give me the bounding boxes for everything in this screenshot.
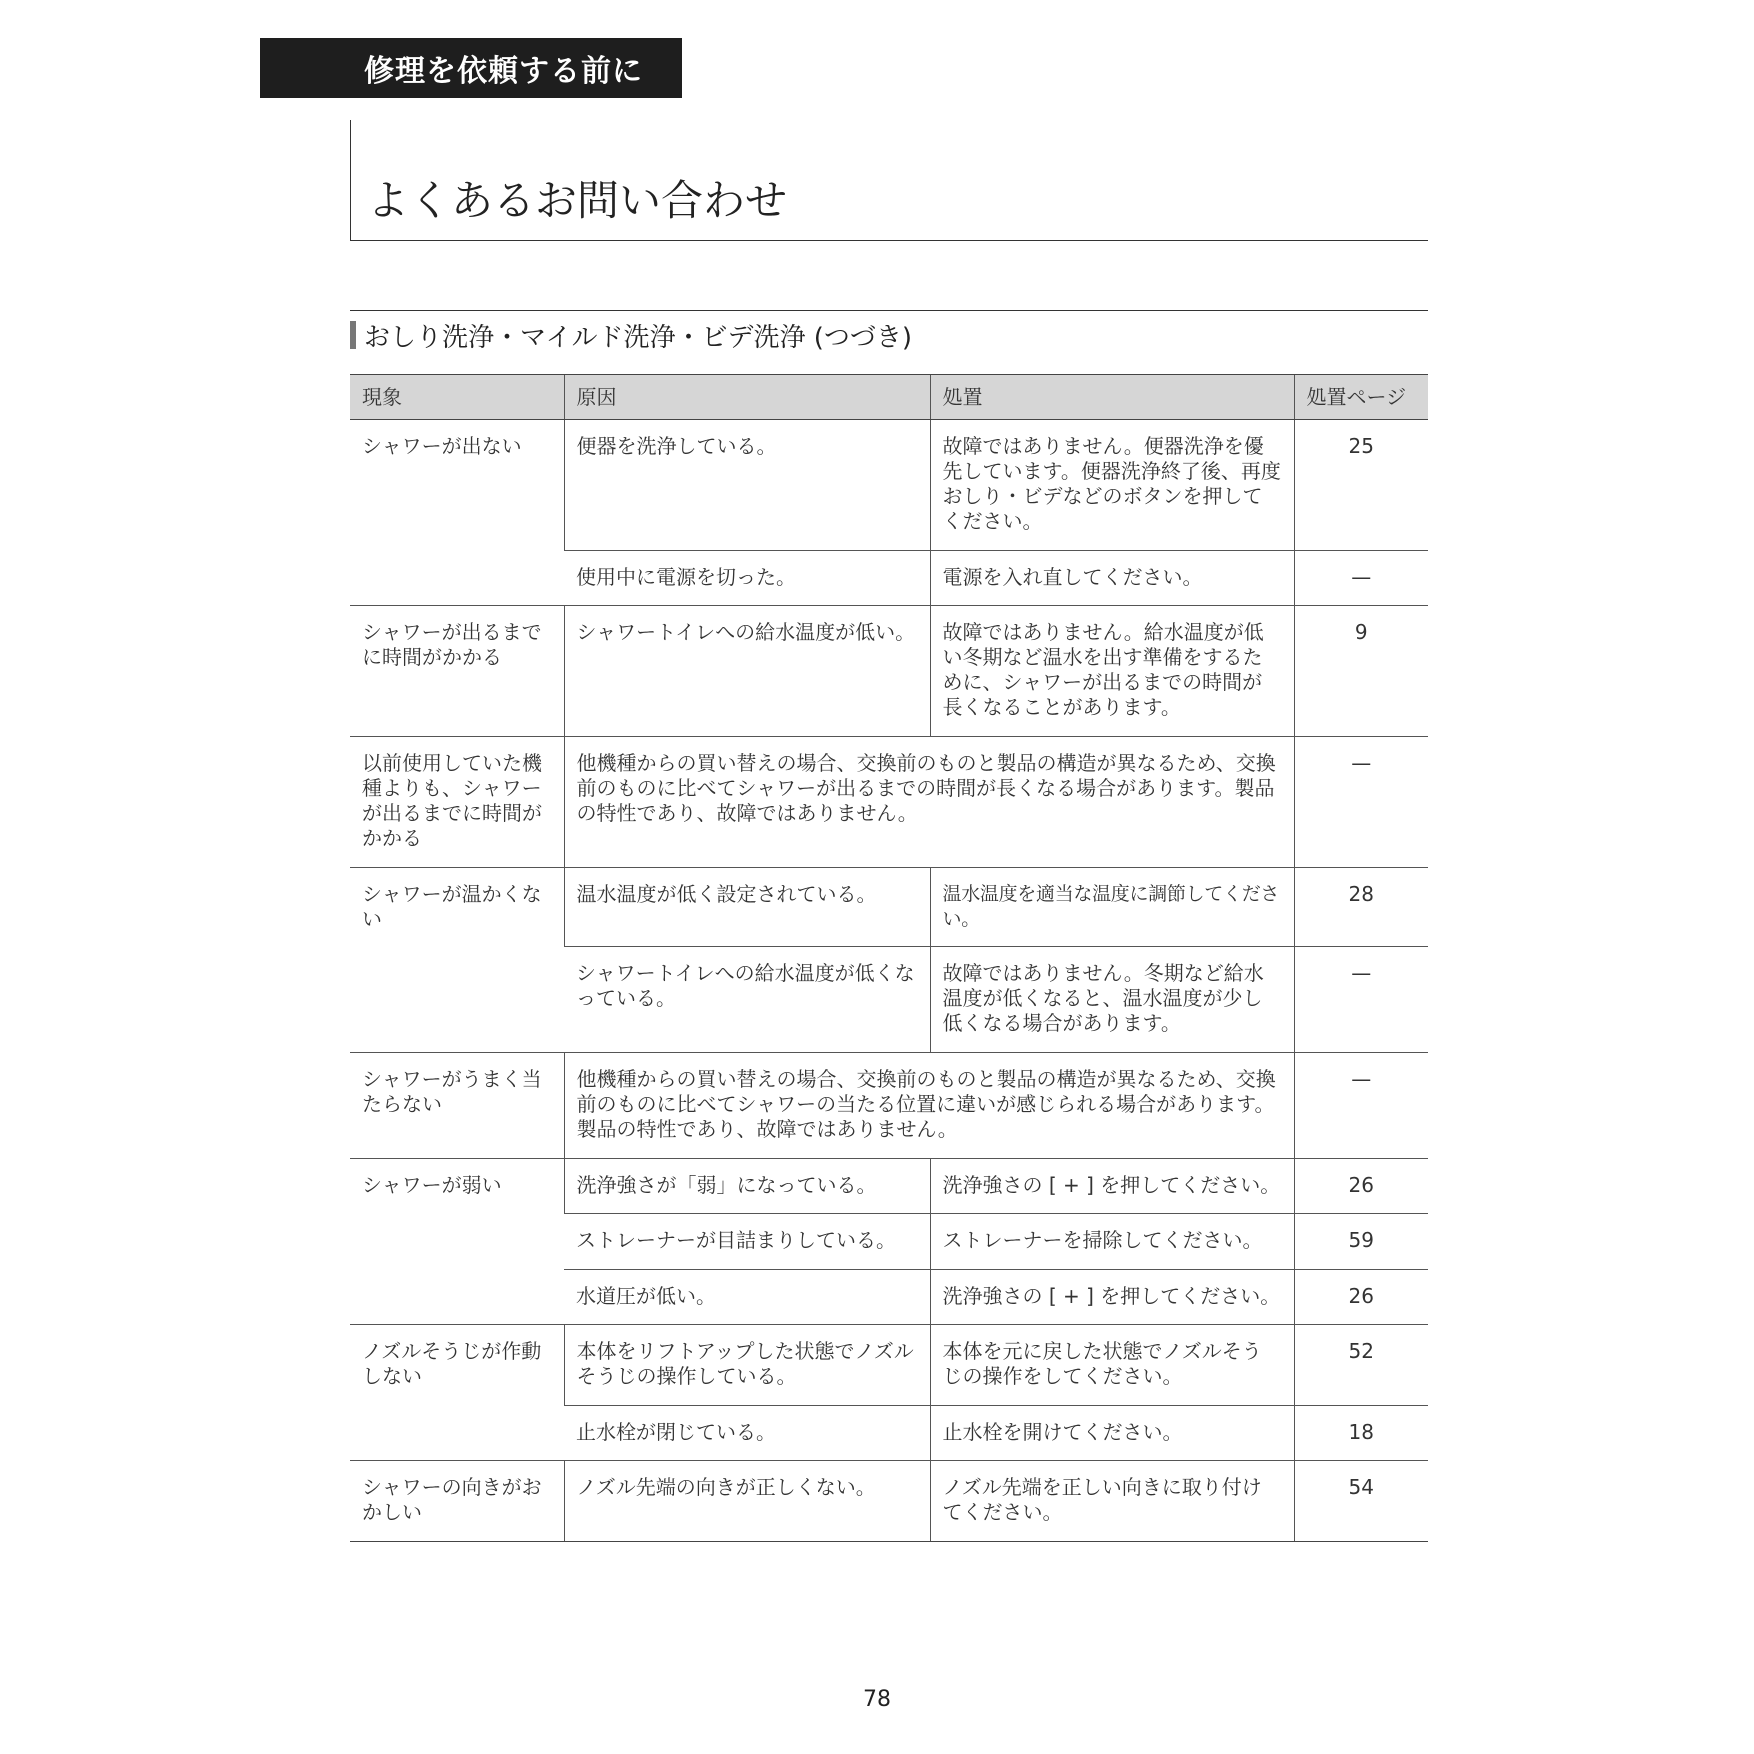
symptom-cell: ノズルそうじが作動しない xyxy=(350,1325,564,1461)
cause-cell: 他機種からの買い替えの場合、交換前のものと製品の構造が異なるため、交換前のものに比べてシャワーの当たる位置に違いが感じられる場合があります。製品の特性であり、故障ではありません。 xyxy=(564,1053,1294,1159)
cause-cell: 温水温度が低く設定されている。 xyxy=(564,868,930,947)
remedy-cell: 本体を元に戻した状態でノズルそうじの操作をしてください。 xyxy=(930,1325,1294,1406)
table-row xyxy=(350,1461,1428,1542)
page-number: 78 xyxy=(863,1687,891,1712)
page-ref-cell: 59 xyxy=(1294,1214,1428,1270)
table-row xyxy=(350,737,1428,868)
remedy-cell: 故障ではありません。便器洗浄を優先しています。便器洗浄終了後、再度おしり・ビデなどのボタンを押してください。 xyxy=(930,420,1294,551)
faq-table xyxy=(350,374,1428,1542)
cause-cell: ストレーナーが目詰まりしている。 xyxy=(564,1214,930,1270)
chapter-tab-label: 修理を依頼する前に xyxy=(364,54,643,89)
symptom-cell: シャワーが出ない xyxy=(350,420,564,606)
remedy-cell: 故障ではありません。給水温度が低い冬期など温水を出す準備をするために、シャワーが出るまでの時間が長くなることがあります。 xyxy=(930,606,1294,737)
table-row xyxy=(350,868,1428,947)
cause-cell: シャワートイレへの給水温度が低い。 xyxy=(564,606,930,737)
chapter-tab xyxy=(260,38,682,98)
remedy-cell: 故障ではありません。冬期など給水温度が低くなると、温水温度が少し低くなる場合があります。 xyxy=(930,947,1294,1053)
page-ref-cell: 26 xyxy=(1294,1270,1428,1325)
symptom-cell: シャワーが弱い xyxy=(350,1159,564,1325)
table-row xyxy=(350,1325,1428,1406)
symptom-cell: シャワーの向きがおかしい xyxy=(350,1461,564,1542)
page-ref-cell: — xyxy=(1294,551,1428,606)
page-ref-cell: 18 xyxy=(1294,1406,1428,1461)
page-heading-frame xyxy=(350,120,1428,241)
symptom-cell: シャワーがうまく当たらない xyxy=(350,1053,564,1159)
header-cause: 原因 xyxy=(564,375,930,420)
page-ref-cell: — xyxy=(1294,1053,1428,1159)
page-ref-cell: 52 xyxy=(1294,1325,1428,1406)
symptom-cell: 以前使用していた機種よりも、シャワーが出るまでに時間がかかる xyxy=(350,737,564,868)
table-row xyxy=(350,1159,1428,1214)
page-ref-cell: 25 xyxy=(1294,420,1428,551)
page-ref-cell: 28 xyxy=(1294,868,1428,947)
page-title: よくあるお問い合わせ xyxy=(367,176,788,225)
remedy-cell: 洗浄強さの [ + ] を押してください。 xyxy=(930,1270,1294,1325)
table-row xyxy=(350,420,1428,551)
section-heading-frame xyxy=(350,310,1428,352)
symptom-cell: シャワーが温かくない xyxy=(350,868,564,1053)
page-ref-cell: 54 xyxy=(1294,1461,1428,1542)
page-ref-cell: — xyxy=(1294,947,1428,1053)
remedy-cell: 洗浄強さの [ + ] を押してください。 xyxy=(930,1159,1294,1214)
cause-cell: 洗浄強さが「弱」になっている。 xyxy=(564,1159,930,1214)
table-header-row xyxy=(350,375,1428,420)
remedy-cell: ノズル先端を正しい向きに取り付けてください。 xyxy=(930,1461,1294,1542)
header-symptom: 現象 xyxy=(350,375,564,420)
header-remedy: 処置 xyxy=(930,375,1294,420)
table-row xyxy=(350,1053,1428,1159)
page-ref-cell: 26 xyxy=(1294,1159,1428,1214)
cause-cell: 他機種からの買い替えの場合、交換前のものと製品の構造が異なるため、交換前のものに比べてシャワーが出るまでの時間が長くなる場合があります。製品の特性であり、故障ではありません。 xyxy=(564,737,1294,868)
section-title: おしり洗浄・マイルド洗浄・ビデ洗浄 (つづき) xyxy=(364,323,913,353)
cause-cell: 止水栓が閉じている。 xyxy=(564,1406,930,1461)
cause-cell: 本体をリフトアップした状態でノズルそうじの操作している。 xyxy=(564,1325,930,1406)
cause-cell: 水道圧が低い。 xyxy=(564,1270,930,1325)
cause-cell: 便器を洗浄している。 xyxy=(564,420,930,551)
symptom-cell: シャワーが出るまでに時間がかかる xyxy=(350,606,564,737)
page-ref-cell: 9 xyxy=(1294,606,1428,737)
cause-cell: シャワートイレへの給水温度が低くなっている。 xyxy=(564,947,930,1053)
remedy-cell: 温水温度を適当な温度に調節してください。 xyxy=(930,868,1294,947)
section-marker xyxy=(350,321,356,349)
remedy-cell: 止水栓を開けてください。 xyxy=(930,1406,1294,1461)
header-page: 処置ページ xyxy=(1294,375,1428,420)
cause-cell: ノズル先端の向きが正しくない。 xyxy=(564,1461,930,1542)
cause-cell: 使用中に電源を切った。 xyxy=(564,551,930,606)
page-ref-cell: — xyxy=(1294,737,1428,868)
table-row xyxy=(350,606,1428,737)
remedy-cell: ストレーナーを掃除してください。 xyxy=(930,1214,1294,1270)
remedy-cell: 電源を入れ直してください。 xyxy=(930,551,1294,606)
